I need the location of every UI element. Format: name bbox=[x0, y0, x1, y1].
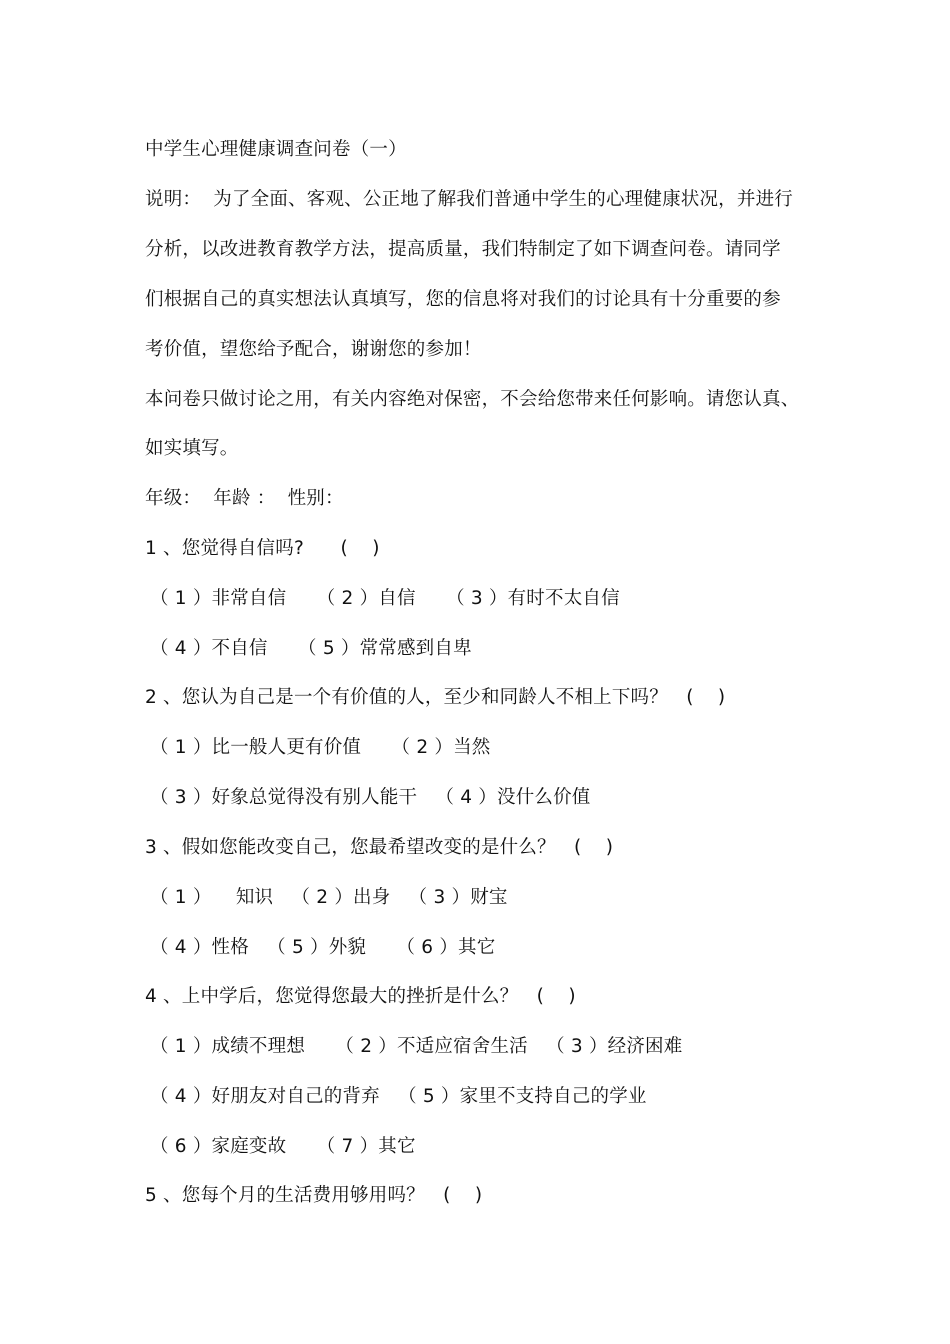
intro-line-1: 说明： 为了全面、客观、公正地了解我们普通中学生的心理健康状况，并进行 bbox=[145, 189, 793, 210]
question-2-options-row-2: （ 3 ）好象总觉得没有别人能干 （ 4 ）没什么价值 bbox=[150, 787, 591, 808]
question-4-options-row-2: （ 4 ）好朋友对自己的背弃 （ 5 ）家里不支持自己的学业 bbox=[150, 1086, 647, 1107]
question-1-options-row-2: （ 4 ）不自信 （ 5 ）常常感到自卑 bbox=[150, 638, 472, 659]
question-2-options-row-1: （ 1 ）比一般人更有价值 （ 2 ）当然 bbox=[150, 737, 491, 758]
intro-line-4: 考价值，望您给予配合，谢谢您的参加！ bbox=[145, 339, 482, 360]
question-3-options-row-1: （ 1 ） 知识 （ 2 ）出身 （ 3 ）财宝 bbox=[150, 887, 508, 908]
question-2: 2 、您认为自己是一个有价值的人，至少和同龄人不相上下吗？ ( ) bbox=[145, 687, 726, 708]
document-title: 中学生心理健康调查问卷（一） bbox=[145, 139, 407, 160]
question-1: 1 、您觉得自信吗? ( ) bbox=[145, 538, 380, 559]
confidential-line-2: 如实填写。 bbox=[145, 438, 239, 459]
question-5: 5 、您每个月的生活费用够用吗？ ( ) bbox=[145, 1185, 483, 1206]
confidential-line-1: 本问卷只做讨论之用，有关内容绝对保密，不会给您带来任何影响。请您认真、 bbox=[145, 389, 800, 410]
question-1-options-row-1: （ 1 ）非常自信 （ 2 ）自信 （ 3 ）有时不太自信 bbox=[150, 588, 620, 609]
info-line: 年级： 年龄 ： 性别： bbox=[145, 488, 344, 509]
question-4-options-row-1: （ 1 ）成绩不理想 （ 2 ）不适应宿舍生活 （ 3 ）经济困难 bbox=[150, 1036, 683, 1057]
question-4-options-row-3: （ 6 ）家庭变故 （ 7 ）其它 bbox=[150, 1136, 416, 1157]
question-3: 3 、假如您能改变自己，您最希望改变的是什么？ ( ) bbox=[145, 837, 614, 858]
question-4: 4 、上中学后，您觉得您最大的挫折是什么？ ( ) bbox=[145, 986, 576, 1007]
intro-line-2: 分析，以改进教育教学方法，提高质量，我们特制定了如下调查问卷。请同学 bbox=[145, 239, 781, 260]
question-3-options-row-2: （ 4 ）性格 （ 5 ）外貌 （ 6 ）其它 bbox=[150, 937, 496, 958]
intro-line-3: 们根据自己的真实想法认真填写，您的信息将对我们的讨论具有十分重要的参 bbox=[145, 289, 781, 310]
